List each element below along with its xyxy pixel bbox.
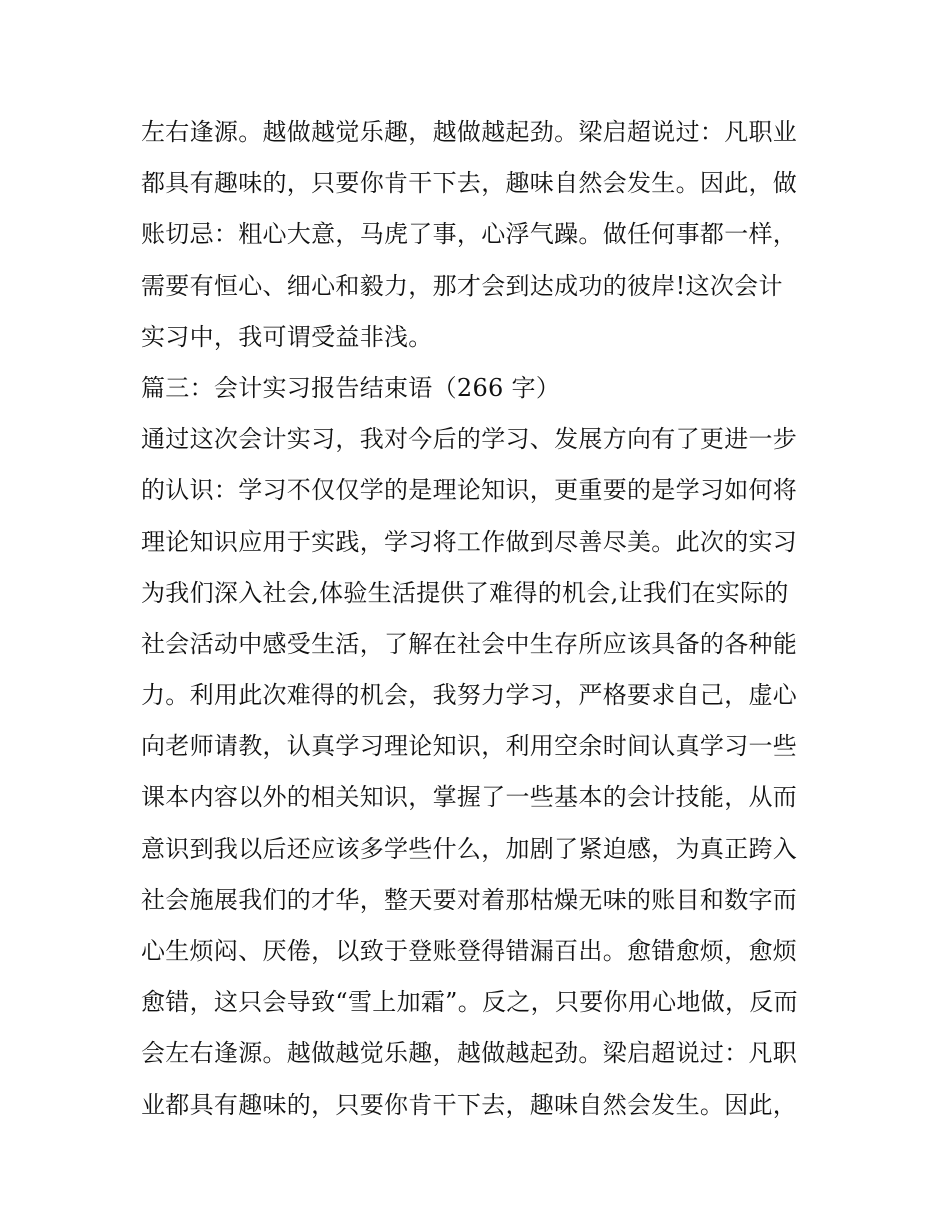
paragraph-line: 为我们深入社会,体验生活提供了难得的机会,让我们在实际的 [141, 578, 789, 607]
paragraph-line: 账切忌：粗心大意，马虎了事，心浮气躁。做任何事都一样， [141, 220, 798, 249]
paragraph-line: 业都具有趣味的，只要你肯干下去，趣味自然会发生。因此， [141, 1090, 798, 1119]
paragraph-line: 需要有恒心、细心和毅力，那才会到达成功的彼岸!这次会计 [141, 271, 783, 300]
paragraph-line: 都具有趣味的，只要你肯干下去，趣味自然会发生。因此，做 [141, 169, 798, 198]
paragraph-line: 向老师请教，认真学习理论知识，利用空余时间认真学习一些 [141, 732, 798, 761]
paragraph-line: 理论知识应用于实践，学习将工作做到尽善尽美。此次的实习 [141, 527, 798, 556]
section-heading: 篇三：会计实习报告结束语（266 字） [141, 373, 561, 402]
paragraph-line: 力。利用此次难得的机会，我努力学习，严格要求自己，虚心 [141, 681, 798, 710]
paragraph-line: 社会施展我们的才华，整天要对着那枯燥无味的账目和数字而 [141, 885, 798, 914]
paragraph-line: 社会活动中感受生活，了解在社会中生存所应该具备的各种能 [141, 629, 798, 658]
paragraph-line: 心生烦闷、厌倦，以致于登账登得错漏百出。愈错愈烦，愈烦 [141, 937, 798, 965]
paragraph-line: 的认识：学习不仅仅学的是理论知识，更重要的是学习如何将 [141, 476, 798, 505]
paragraph-line: 意识到我以后还应该多学些什么，加剧了紧迫感，为真正跨入 [141, 834, 798, 863]
paragraph-line: 会左右逢源。越做越觉乐趣，越做越起劲。梁启超说过：凡职 [141, 1039, 798, 1068]
paragraph-line: 左右逢源。越做越觉乐趣，越做越起劲。梁启超说过：凡职业 [141, 118, 798, 146]
paragraph-line: 愈错，这只会导致“雪上加霜”。反之，只要你用心地做，反而 [141, 988, 798, 1017]
paragraph-line: 通过这次会计实习，我对今后的学习、发展方向有了更进一步 [141, 425, 798, 454]
paragraph-line: 课本内容以外的相关知识，掌握了一些基本的会计技能，从而 [141, 783, 798, 812]
document-body [141, 107, 821, 1131]
paragraph-line: 实习中，我可谓受益非浅。 [141, 322, 433, 351]
